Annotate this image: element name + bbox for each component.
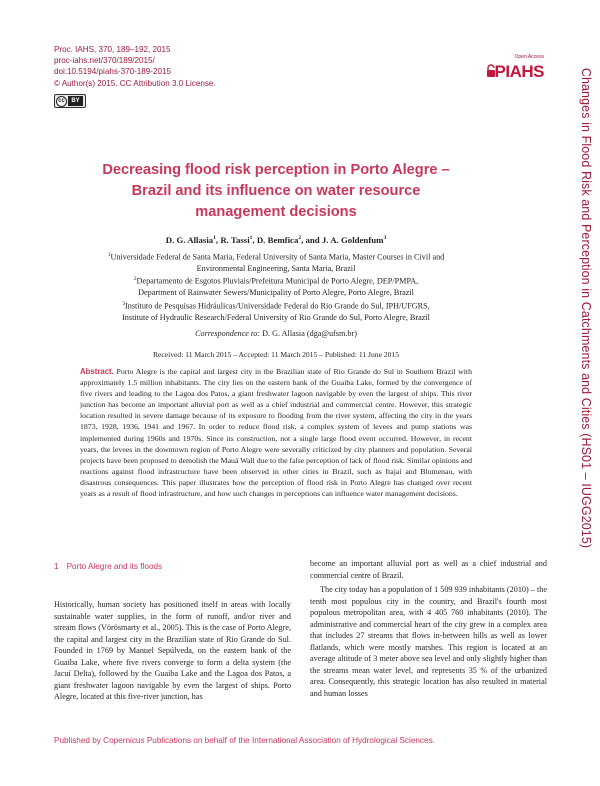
author-sep: ,	[252, 235, 257, 245]
author-affil-sup: 2	[298, 235, 302, 242]
right-column	[310, 558, 547, 700]
abstract	[80, 366, 472, 499]
correspondence	[60, 329, 492, 338]
section-number: 1	[54, 562, 59, 571]
affiliation-line	[60, 299, 492, 312]
affiliation-text: Instituto de Pesquisas Hidráulicas/Universidade Federal do Rio Grande do Sul, IPH/UFGRS,	[125, 301, 430, 311]
series-sidebar	[573, 38, 599, 578]
paper-title	[60, 160, 492, 223]
affiliation-text: Universidade Federal de Santa Maria, Federal University of Santa Maria, Master Courses in Civil and	[110, 252, 445, 262]
publisher-footer: Published by Copernicus Publications on behalf of the International Association of Hydrological Sciences.	[54, 736, 435, 745]
title-line: management decisions	[195, 204, 357, 220]
correspondence-label: Correspondence to:	[195, 329, 261, 338]
title-line: Brazil and its influence on water resource	[131, 183, 421, 199]
author-name: D. Bemfica	[256, 235, 299, 245]
author-name: J. A. Goldenfum	[321, 235, 384, 245]
author-affil-sup: 3	[383, 235, 387, 242]
cc-by-license-icon	[54, 94, 86, 108]
cc-badge-right: BY	[68, 96, 83, 106]
piahs-wordmark: PIAHS	[494, 62, 544, 81]
abstract-text: Porto Alegre is the capital and largest city in the Brazilian state of Rio Grande do Sul in Southern Brazil with approximately 1.5 million inhabitants. The city lies on the eastern bank of the Guaiba Lake, formed by the convergence of five rivers and leading to the Lagoa dos Patos, a giant freshwater lagoon navigable by even the largest of ships. This river junction has become an important alluvial port as well as a chief industrial and commercial centre. However, this strategic location resulted in severe damage because of its exposure to flooding from the river system, affecting the city in the years 1873, 1928, 1936, 1941 and 1967. In order to reduce flood risk, a complex system of levees and pump stations was implemented during 1960s and 1970s. Since its construction, not a single large flood event occurred. However, in recent years, the levees in the downtown region of Porto Alegre were severally criticized by city planners and population. Several projects have been proposed to demolish the Mauá Wall due to the false perception of lack of flood risk. Similar opinions and reactions against flood infrastructure have been observed in other cities in Brazil, such as Itajaí and Blumenau, with disastrous consequences. This paper illustrates how the perception of flood risk in Porto Alegre has changed over recent years as a result of flood infrastructure, and how such changes in perceptions can influence water management decisions.	[80, 367, 472, 499]
author-affil-sup: 1	[213, 235, 216, 242]
affiliation-line: Department of Rainwater Sewers/Municipality of Porto Alegre, Porto Alegre, Brazil	[138, 288, 414, 298]
author-name: D. G. Allasia	[165, 235, 214, 245]
publication-dates: Received: 11 March 2015 – Accepted: 11 March 2015 – Published: 11 June 2015	[152, 350, 400, 359]
title-line: Decreasing flood risk perception in Porto Alegre –	[102, 162, 450, 178]
author-sep: , and	[301, 235, 322, 245]
doi-link[interactable]: doi:10.5194/piahs-370-189-2015	[54, 67, 172, 77]
affiliation-line: Institute of Hydraulic Research/Federal University of Rio Grande do Sul, Porto Alegre, Brazil	[122, 312, 430, 322]
affiliation-line	[60, 250, 492, 263]
left-column-text: Historically, human society has positioned itself in areas with locally sustainable water supplies, in the form of runoff, and/or river and stream flows (Vörösmarty et al., 2005). This is the case of Porto Alegre, the capital and largest city in the Brazilian state of Rio Grande do Sul. Founded in 1769 by Manuel Sepúlveda, on the eastern bank of the Guaiba Lake, where five rivers converge to form a delta system (the Jacuí Delta), followed by the Guaiba Lake and the Lagoa dos Patos, a giant freshwater lagoon navigable by even the largest of ships. Porto Alegre, located at this five-river junction, has	[54, 600, 291, 702]
open-access-label: Open Access	[514, 54, 544, 60]
abstract-label: Abstract.	[80, 367, 114, 376]
affiliation-sup: 2	[133, 276, 137, 283]
series-title: Changes in Flood Risk and Perception in Catchments and Cities (HS01 – IUGG2015)	[579, 67, 593, 549]
affiliation-text: Departamento de Esgotos Pluviais/Prefeitura Municipal de Porto Alegre, DEP/PMPA,	[136, 277, 419, 287]
section-heading	[54, 562, 162, 571]
license-text: © Author(s) 2015. CC Attribution 3.0 License.	[54, 78, 216, 88]
piahs-logo	[482, 50, 544, 86]
affiliation-line: Environmental Engineering, Santa Maria, Brazil	[196, 264, 356, 274]
affiliation-line	[60, 274, 492, 287]
author-affil-sup: 1	[249, 235, 253, 242]
author-list	[60, 235, 492, 245]
affiliation-sup: 3	[122, 300, 125, 307]
journal-url-link[interactable]: proc-iahs.net/370/189/2015/	[54, 56, 155, 66]
right-column-paragraph: become an important alluvial port as well as a chief industrial and commercial centre of Brazil.	[310, 559, 547, 580]
affiliation-sup: 1	[107, 252, 111, 258]
section-title: Porto Alegre and its floods	[66, 562, 163, 571]
correspondence-email-link[interactable]: D. G. Allasia (dga@ufsm.br)	[262, 329, 357, 338]
article-header	[54, 44, 216, 89]
right-column-paragraph: The city today has a population of 1 509 939 inhabitants (2010) – the tenth most populous city in the country, and Brazil's fourth most populous metropolitan area, with 4 405 760 inhabitants (2010). The administrative and commercial heart of the city grew in a complex area that includes 27 streams that flows in-between hills as well as lower flatlands, which were mostly marshes. This region is located at an average altitude of 3 meter above sea level and only slightly higher than the streams mean water level, and represents 35 % of the urbanized area. Consequently, this strategic location has also resulted in material and human losses	[310, 585, 547, 699]
cc-badge-left: cc	[56, 96, 67, 107]
affiliation-list	[60, 250, 492, 323]
author-name: R. Tassi	[220, 235, 250, 245]
author-sep: ,	[215, 235, 221, 245]
journal-citation: Proc. IAHS, 370, 189–192, 2015	[54, 45, 171, 54]
